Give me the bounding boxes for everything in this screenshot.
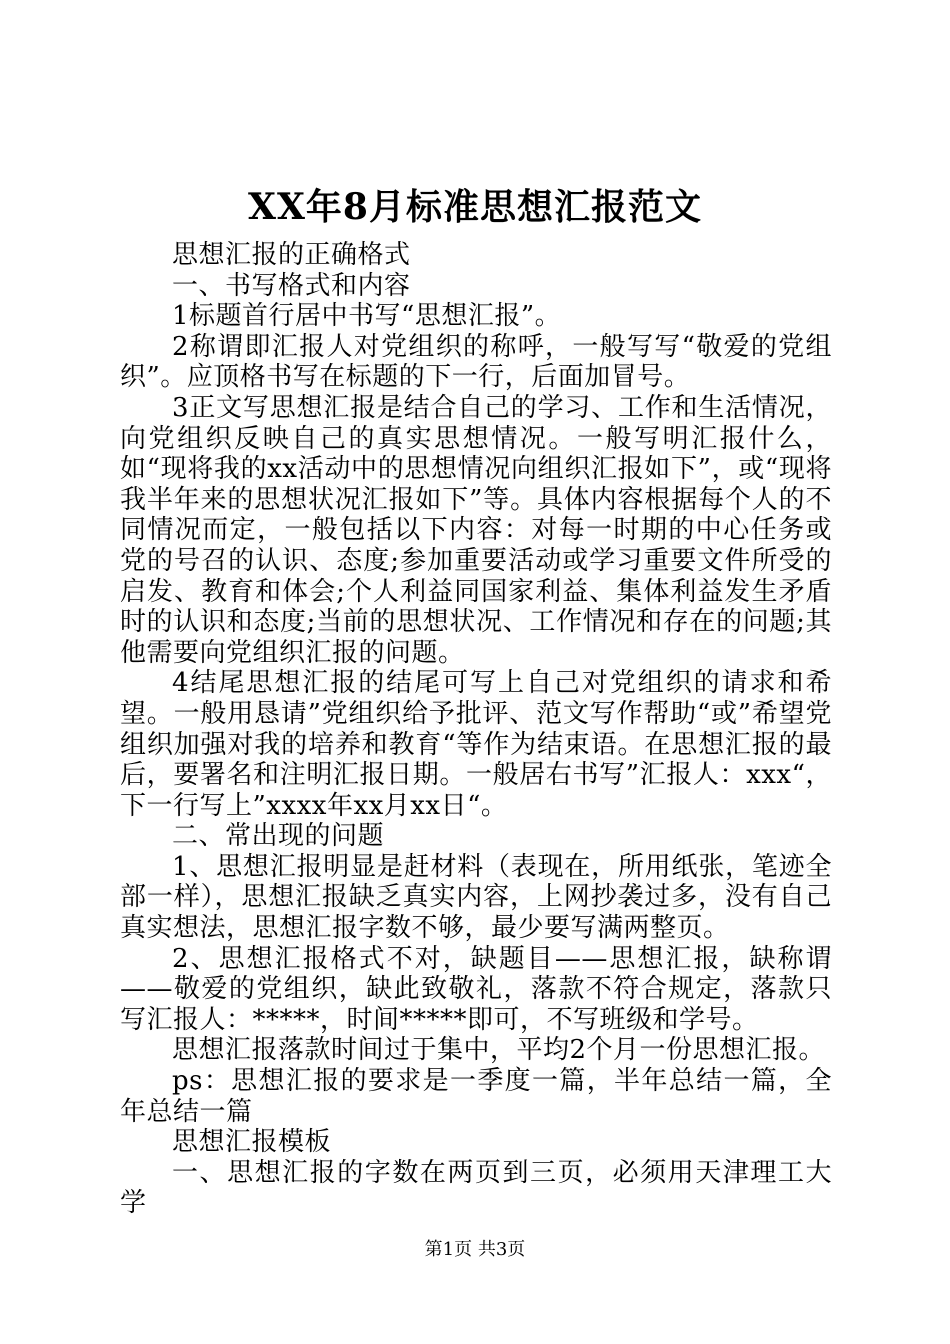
document-body — [120, 240, 832, 1219]
paragraph-ending-rule: 4结尾思想汇报的结尾可写上自己对党组织的请求和希望。一般用恳请”党组织给予批评、范文写作帮助“或”希望党组织加强对我的培养和教育“等作为结束语。在思想汇报的最后，要署名和注明汇报日期。一般居右书写”汇报人：xxx“，下一行写上”xxxx年xx月xx日“。 — [120, 668, 832, 821]
paragraph-problem-two: 2、思想汇报格式不对，缺题目——思想汇报，缺称谓——敬爱的党组织，缺此致敬礼，落款不符合规定，落款只写汇报人：*****，时间*****即可，不写班级和学号。 — [120, 943, 832, 1035]
paragraph-ps-note: ps：思想汇报的要求是一季度一篇，半年总结一篇，全年总结一篇 — [120, 1066, 832, 1127]
paragraph-title-rule: 1标题首行居中书写“思想汇报”。 — [172, 301, 562, 332]
paragraph-timing-note: 思想汇报落款时间过于集中，平均2个月一份思想汇报。 — [172, 1035, 826, 1066]
paragraph-salutation-rule: 2称谓即汇报人对党组织的称呼，一般写写“敬爱的党组织”。应顶格书写在标题的下一行，后面加冒号。 — [120, 331, 832, 393]
paragraph-template-one: 一、思想汇报的字数在两页到三页，必须用天津理工大学 — [120, 1157, 832, 1219]
paragraph-body-rule: 3正文写思想汇报是结合自己的学习、工作和生活情况，向党组织反映自己的真实思想情况。一般写明汇报什么，如“现将我的xx活动中的思想情况向组织汇报如下”，或“现将我半年来的思想状况汇报如下”等。具体内容根据每个人的不同情况而定，一般包括以下内容：对每一时期的中心任务或党的号召的认识、态度;参加重要活动或学习重要文件所受的启发、教育和体会;个人利益同国家利益、集体利益发生矛盾时的认识和态度;当前的思想状况、工作情况和存在的问题;其他需要向党组织汇报的问题。 — [120, 392, 832, 668]
page-footer: 第1页 共3页 — [424, 1239, 526, 1260]
paragraph-section-two: 二、常出现的问题 — [172, 821, 385, 852]
paragraph-section-one: 一、书写格式和内容 — [172, 270, 411, 301]
paragraph-problem-one: 1、思想汇报明显是赶材料（表现在，所用纸张，笔迹全部一样），思想汇报缺乏真实内容，上网抄袭过多，没有自己真实想法，思想汇报字数不够，最少要写满两整页。 — [120, 851, 832, 944]
paragraph-template-heading: 思想汇报模板 — [172, 1127, 332, 1158]
paragraph-format-heading: 思想汇报的正确格式 — [172, 240, 411, 270]
document-title: XX年8月标准思想汇报范文 — [248, 186, 702, 228]
